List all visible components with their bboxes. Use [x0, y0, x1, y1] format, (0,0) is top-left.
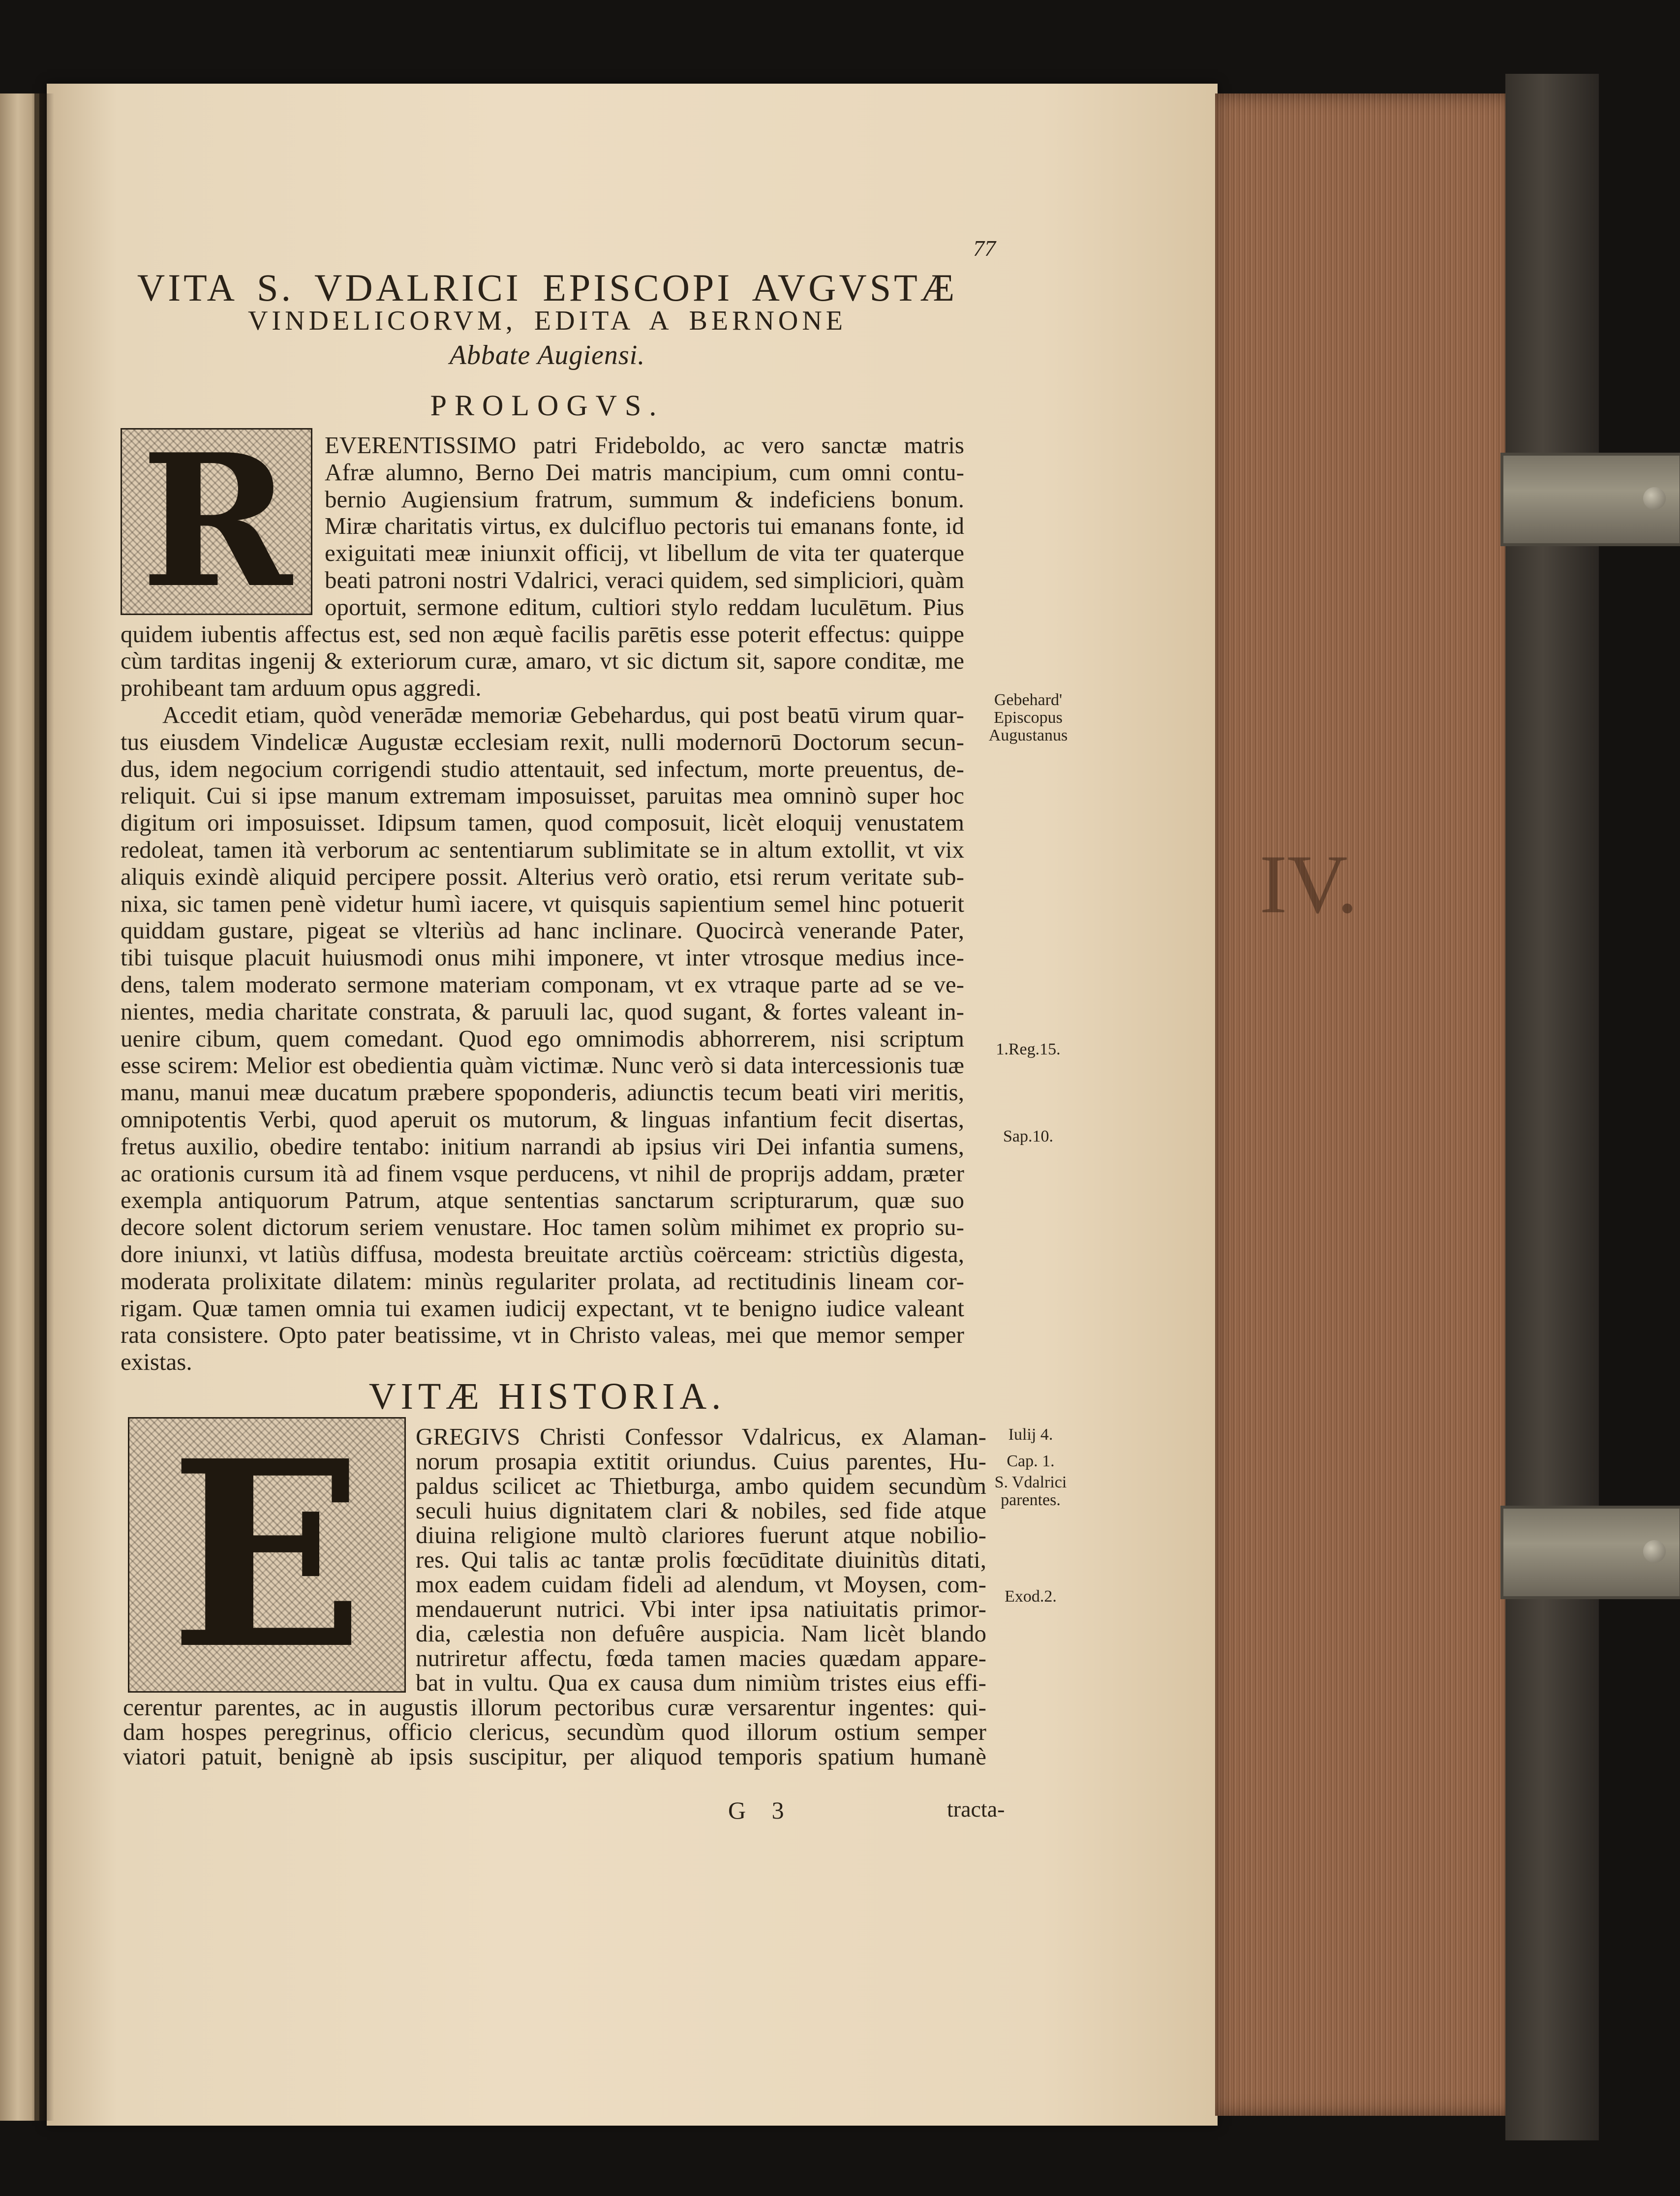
margin-note: Exod.2.: [1005, 1587, 1057, 1606]
text-line: cerentur parentes, ac in augustis illorum pectoribus curæ versarentur ingentes: qui-: [123, 1694, 986, 1721]
text-line: oportuit, sermone editum, cultiori stylo reddam luculētum. Pius: [325, 593, 964, 620]
text-line: fretus auxilio, obedire tentabo: initium narrandi ab ipsius viri Dei infantia sumens,: [121, 1132, 964, 1160]
text-line: quiddam gustare, pigeat se vlteriùs ad hanc inclinare. Quocircà venerande Pater,: [121, 917, 964, 944]
text-line: nixa, sic tamen penè videtur humì iacere, vt quisquis sapientium semel hinc potuerit: [121, 890, 964, 917]
text-line: mendauerunt nutrici. Vbi inter ipsa natiuitatis primor-: [416, 1595, 986, 1622]
text-line: digitum ori imposuisset. Idipsum tamen, quod composuit, licèt eloquij venustatem: [121, 809, 964, 836]
margin-note: parentes.: [1001, 1491, 1061, 1509]
prologue-heading: PROLOGVS.: [430, 389, 665, 422]
text-line: GREGIVS Christi Confessor Vdalricus, ex Alaman-: [416, 1423, 986, 1450]
text-line: esse scirem: Melior est obedientia quàm victimæ. Nunc verò si data intercessionis tuæ: [121, 1052, 964, 1079]
text-line: Afræ alumno, Berno Dei matris mancipium, cum omni contu-: [325, 458, 964, 486]
page-edge-mark: IV.: [1259, 838, 1358, 930]
text-line: omnipotentis Verbi, quod aperuit os mutorum, & linguas infantium fecit disertas,: [121, 1106, 964, 1133]
text-line: bat in vultu. Qua ex causa dum nimiùm tristes eius effi-: [416, 1669, 986, 1696]
text-line: rigam. Quæ tamen omnia tui examen iudicij expectant, vt te benigno iudice valeant: [121, 1294, 964, 1322]
text-line: quidem iubentis affectus est, sed non æquè facilis parētis esse poterit effectus: quippe: [121, 620, 964, 648]
decorated-initial: [128, 1404, 406, 1705]
text-line: Accedit etiam, quòd venerādæ memoriæ Gebehardus, qui post beatū virum quar-: [162, 701, 964, 728]
text-line: norum prosapia extitit oriundus. Cuius parentes, Hu-: [416, 1448, 986, 1475]
text-line: decore solent dictorum seriem venustare. Hoc tamen solùm mihimet ex proprio su-: [121, 1213, 964, 1241]
margin-note: Sap.10.: [1003, 1127, 1053, 1145]
book-cover-edge: [1505, 74, 1599, 2140]
text-line: aliquis exindè aliquid percipere possit. Alterius verò oratio, etsi rerum veritate sub-: [121, 863, 964, 890]
text-line: Miræ charitatis virtus, ex dulcifluo pectoris tui emanans fonte, id: [325, 512, 964, 540]
title-line-1: VITA S. VDALRICI EPISCOPI AVGVSTÆ: [137, 266, 958, 309]
text-line: existas.: [121, 1348, 192, 1376]
text-line: ac orationis cursum ità ad finem vsque perducens, vt nihil de proprijs addam, præter: [121, 1159, 964, 1187]
margin-note: Episcopus: [994, 709, 1063, 727]
text-line: beati patroni nostri Vdalrici, veraci quidem, sed simpliciori, quàm: [325, 566, 964, 593]
text-line: paldus scilicet ac Thietburga, ambo quidem secundùm: [416, 1472, 986, 1499]
text-line: diuina religione multò clariores fuerunt atque nobilio-: [416, 1521, 986, 1548]
text-line: manu, manui meæ ducatum præbere spoponderis, adiunctis tecum beati viri meritis,: [121, 1079, 964, 1106]
title-line-3: Abbate Augiensi.: [449, 340, 645, 371]
drop-cap-letter: E: [169, 1404, 365, 1705]
margin-note: Gebehard': [994, 691, 1063, 709]
text-line: reliquit. Cui si ipse manum extremam imposuisset, paruitas mea omninò super hoc: [121, 782, 964, 809]
text-line: uenire cibum, quem comedant. Quod ego omnimodis abhorrerem, nisi scriptum: [121, 1024, 964, 1052]
text-line: dens, talem moderato sermone materiam componam, vt ex vtraque parte ad se ve-: [121, 971, 964, 998]
text-line: seculi huius dignitatem clari & nobiles, sed fide atque: [416, 1497, 986, 1524]
margin-note: Iulij 4.: [1008, 1425, 1053, 1444]
page-number: 77: [973, 236, 996, 261]
clasp-rivet-icon: [1643, 1540, 1666, 1563]
text-line: mox eadem cuidam fideli ad alendum, vt Moysen, com-: [416, 1571, 986, 1598]
text-line: tus eiusdem Vindelicæ Augustæ ecclesiam rexit, nulli modernorū Doctorum secun-: [121, 728, 964, 755]
text-line: dam hospes peregrinus, officio clericus, secundùm quod illorum ostium semper: [123, 1718, 986, 1745]
text-line: tibi tuisque placuit huiusmodi onus mihi imponere, vt inter vtrosque medius ince-: [121, 944, 964, 971]
text-line: rata consistere. Opto pater beatissime, vt in Christo valeas, mei que memor semper: [121, 1321, 964, 1349]
text-line: nutriretur affectu, fœda tamen macies quædam appare-: [416, 1644, 986, 1671]
text-line: res. Qui talis ac tantæ prolis fœcūditate diuinitùs ditati,: [416, 1546, 986, 1573]
text-line: redoleat, tamen ità verborum ac sententiarum sublimitate se in altum extollit, vt vix: [121, 836, 964, 863]
text-line: dia, cælestia non defuêre auspicia. Nam licèt blando: [416, 1620, 986, 1647]
text-line: dore iniunxi, vt latiùs diffusa, modesta breuitate arctiùs coërceam: strictiùs digesta,: [121, 1240, 964, 1268]
decorated-initial: [121, 415, 312, 628]
section-heading: VITÆ HISTORIA.: [368, 1376, 726, 1417]
margin-note: 1.Reg.15.: [996, 1040, 1061, 1058]
margin-note: Augustanus: [988, 726, 1068, 744]
text-line: moderata prolixitate dilatem: minùs regulariter prolata, ad rectitudinis lineam cor-: [121, 1267, 964, 1295]
margin-note: S. Vdalrici: [994, 1473, 1067, 1491]
text-line: exiguitati meæ iniunxit officij, vt libellum de vita ter quaterque: [325, 539, 964, 567]
text-line: exempla antiquorum Patrum, atque sententias sanctarum scripturarum, quæ suo: [121, 1186, 964, 1214]
text-line: prohibeant tam arduum opus aggredi.: [121, 674, 482, 702]
catchword: tracta-: [947, 1796, 1005, 1822]
margin-note: Cap. 1.: [1007, 1452, 1055, 1470]
page-block-edges: [1215, 93, 1515, 2116]
text-line: nientes, media charitate constrata, & paruuli lac, quod sugant, & fortes valeant in-: [121, 997, 964, 1025]
signature-mark: G 3: [728, 1796, 784, 1824]
text-line: viatori patuit, benignè ab ipsis suscipitur, per aliquod temporis spatium humanè: [123, 1743, 986, 1770]
text-line: dus, idem negocium corrigendi studio attentauit, sed infectum, morte preuentus, de-: [121, 755, 964, 782]
text-line: bernio Augiensium fratrum, summum & indeficiens bonum.: [325, 485, 964, 513]
text-line: cùm tarditas ingenij & exteriorum curæ, amaro, vt sic dictum sit, sapore conditæ, me: [121, 647, 964, 675]
clasp-rivet-icon: [1643, 487, 1666, 510]
text-line: EVERENTISSIMO patri Frideboldo, ac vero sanctæ matris: [325, 432, 964, 459]
drop-cap-letter: R: [141, 415, 292, 628]
title-line-2: VINDELICORVM, EDITA A BERNONE: [247, 306, 847, 336]
